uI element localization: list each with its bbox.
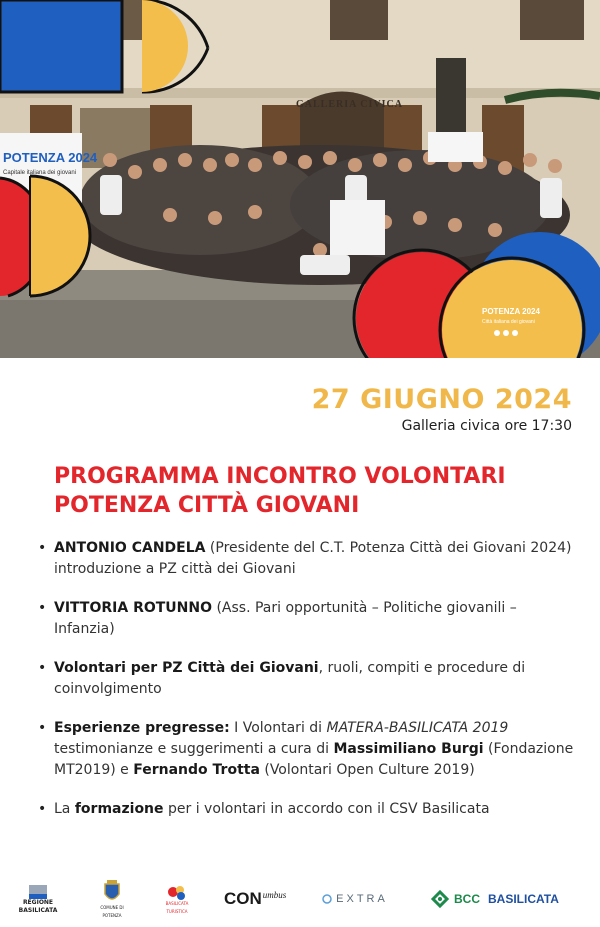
list-item xyxy=(38,718,574,781)
potenza-badge-subtitle: Città italiana dei giovani xyxy=(482,319,535,325)
extra-logo xyxy=(320,888,390,910)
item-text: (Volontari Open Culture 2019) xyxy=(259,762,475,778)
comune-potenza-logo xyxy=(96,880,128,920)
item-text: testimonianze e suggerimenti a cura di xyxy=(54,741,334,757)
item-text: , ruoli, compiti e procedure di coinvolgimento xyxy=(54,660,526,697)
speaker-name: Fernando Trotta xyxy=(133,762,260,778)
event-venue: Galleria civica ore 17:30 xyxy=(401,418,572,434)
program-title-line1: PROGRAMMA INCONTRO VOLONTARI xyxy=(54,464,506,489)
speaker-name: VITTORIA ROTUNNO xyxy=(54,600,212,616)
regione-label-1: REGIONE xyxy=(22,899,54,906)
bcc-region-label: BASILICATA xyxy=(488,892,559,906)
sponsor-logos xyxy=(0,870,600,927)
comune-label: COMUNE DI POTENZA xyxy=(100,905,124,918)
regione-label-2: BASILICATA xyxy=(18,907,58,914)
badge-dots-icon xyxy=(494,330,518,336)
banner-left-title: POTENZA 2024 xyxy=(3,150,98,165)
topic-label: formazione xyxy=(74,801,164,817)
item-text: per i volontari in accordo con il CSV Basilicata xyxy=(163,801,490,817)
list-item xyxy=(38,799,574,820)
regione-basilicata-logo xyxy=(18,882,58,918)
speaker-name: ANTONIO CANDELA xyxy=(54,540,206,556)
program-list xyxy=(38,538,574,820)
item-text: La xyxy=(54,801,75,817)
event-date: 27 GIUGNO 2024 xyxy=(311,384,572,415)
bcc-basilicata-logo xyxy=(430,886,580,912)
list-item xyxy=(38,658,574,700)
bcc-label: BCC xyxy=(454,892,480,906)
group-photo-illustration xyxy=(0,0,600,358)
program-title-line2: POTENZA CITTÀ GIOVANI xyxy=(54,493,360,518)
bcc-mark-icon xyxy=(430,889,450,909)
banner-left-subtitle: Capitale italiana dei giovani xyxy=(3,170,77,176)
blue-square-shape xyxy=(0,0,122,92)
basilicata-turistica-logo xyxy=(160,884,194,916)
conumbus-logo xyxy=(224,886,294,912)
regione-emblem-icon xyxy=(29,885,47,899)
extra-mark-icon xyxy=(322,894,332,904)
topic-label: Esperienze pregresse: xyxy=(54,720,230,736)
event-reference: MATERA-BASILICATA 2019 xyxy=(326,720,509,736)
topic-label: Volontari per PZ Città dei Giovani xyxy=(54,660,319,676)
conumbus-label: CON xyxy=(224,889,262,908)
item-text: (Ass. Pari opportunità – Politiche giovanili – Infanzia) xyxy=(54,600,517,637)
program-title xyxy=(54,462,584,520)
item-text: (Fondazione MT2019) e xyxy=(54,741,574,778)
speaker-name: Massimiliano Burgi xyxy=(333,741,484,757)
extra-label: EXTRA xyxy=(336,893,388,905)
basilicata-turistica-label: BASILICATA TURISTICA xyxy=(165,901,189,914)
coat-of-arms-icon xyxy=(104,880,120,904)
event-photo xyxy=(0,0,600,358)
potenza-badge-title: POTENZA 2024 xyxy=(482,307,540,316)
list-item xyxy=(38,598,574,640)
conumbus-script-label: umbus xyxy=(262,890,287,900)
list-item xyxy=(38,538,574,580)
item-text: (Presidente del C.T. Potenza Città dei Giovani 2024) introduzione a PZ città dei Giovani xyxy=(54,540,572,577)
colorful-mark-icon xyxy=(167,884,187,900)
item-text: I Volontari di xyxy=(229,720,327,736)
building-sign: GALLERIA CIVICA xyxy=(296,99,403,110)
